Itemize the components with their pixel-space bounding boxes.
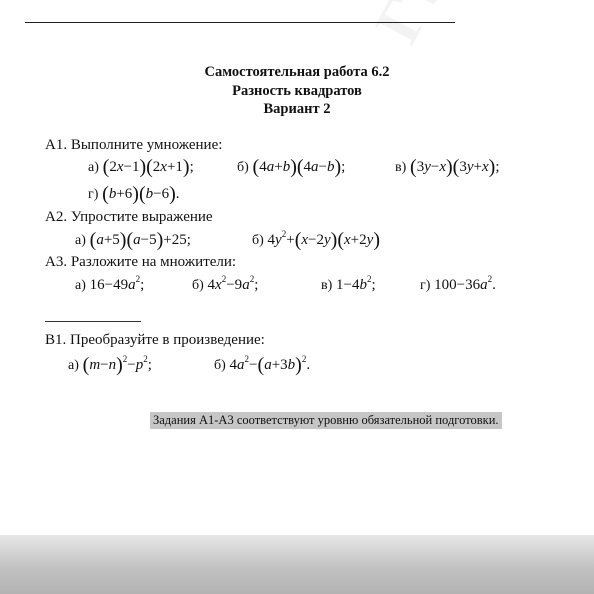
task-a1-item-b [237,156,345,179]
task-a1-item-d [88,183,180,206]
task-a3-item-d [420,274,496,294]
item-label: в) [321,278,333,293]
worksheet-title: Самостоятельная работа 6.2 [204,64,390,80]
worksheet-topic: Разность квадратов [232,83,362,99]
task-a1-item-a [88,156,194,179]
math-expression: $4y^2+(x-2y)(x+2y)$ [267,229,380,251]
math-expression: (4a+b)(4a−b); [252,156,346,178]
math-expression: (a+5)(a−5)+25; [89,229,191,251]
item-label: а) [68,358,79,373]
item-label: г) [420,278,431,293]
item-label: г) [88,187,99,202]
task-a3-item-a [75,274,144,294]
requirements-note: Задания А1-А3 соответствуют уровню обязательной подготовки. [150,412,502,429]
math-expression: $16-49a^2$; [89,274,145,293]
task-b1-item-b [214,354,310,377]
task-b1-prompt: В1. Преобразуйте в произведение: [45,332,265,348]
task-b1-item-a [68,354,152,377]
math-expression: (3y−x)(3y+x); [410,156,500,178]
item-label: а) [75,278,86,293]
task-a2-prompt: А2. Упростите выражение [45,209,213,225]
math-expression: (2x−1)(2x+1); [102,156,194,178]
item-label: б) [214,358,226,373]
math-expression: (b+6)(b−6). [102,183,180,205]
math-expression: $(m-n)^2-p^2$; [82,354,152,376]
bottom-shadow-band [0,535,594,594]
item-label: а) [75,233,86,248]
section-divider [45,321,141,322]
task-a1-prompt: А1. Выполните умножение: [45,137,223,153]
task-a2-item-a [75,229,191,252]
math-expression: $100-36a^2$. [434,274,496,293]
item-label: в) [395,160,407,175]
watermark [360,0,539,55]
item-label: б) [252,233,264,248]
item-label: б) [192,278,204,293]
item-label: а) [88,160,99,175]
math-expression: $4a^2-(a+3b)^2$. [229,354,311,376]
task-a3-item-c [321,274,376,294]
task-a3-item-b [192,274,258,294]
task-a2-item-b [252,229,380,252]
item-label: б) [237,160,249,175]
worksheet-variant: Вариант 2 [263,101,331,117]
task-a3-prompt: А3. Разложите на множители: [45,254,237,270]
math-expression: $1-4b^2$; [336,274,376,293]
task-a1-item-c [395,156,500,179]
math-expression: $4x^2-9a^2$; [207,274,259,293]
